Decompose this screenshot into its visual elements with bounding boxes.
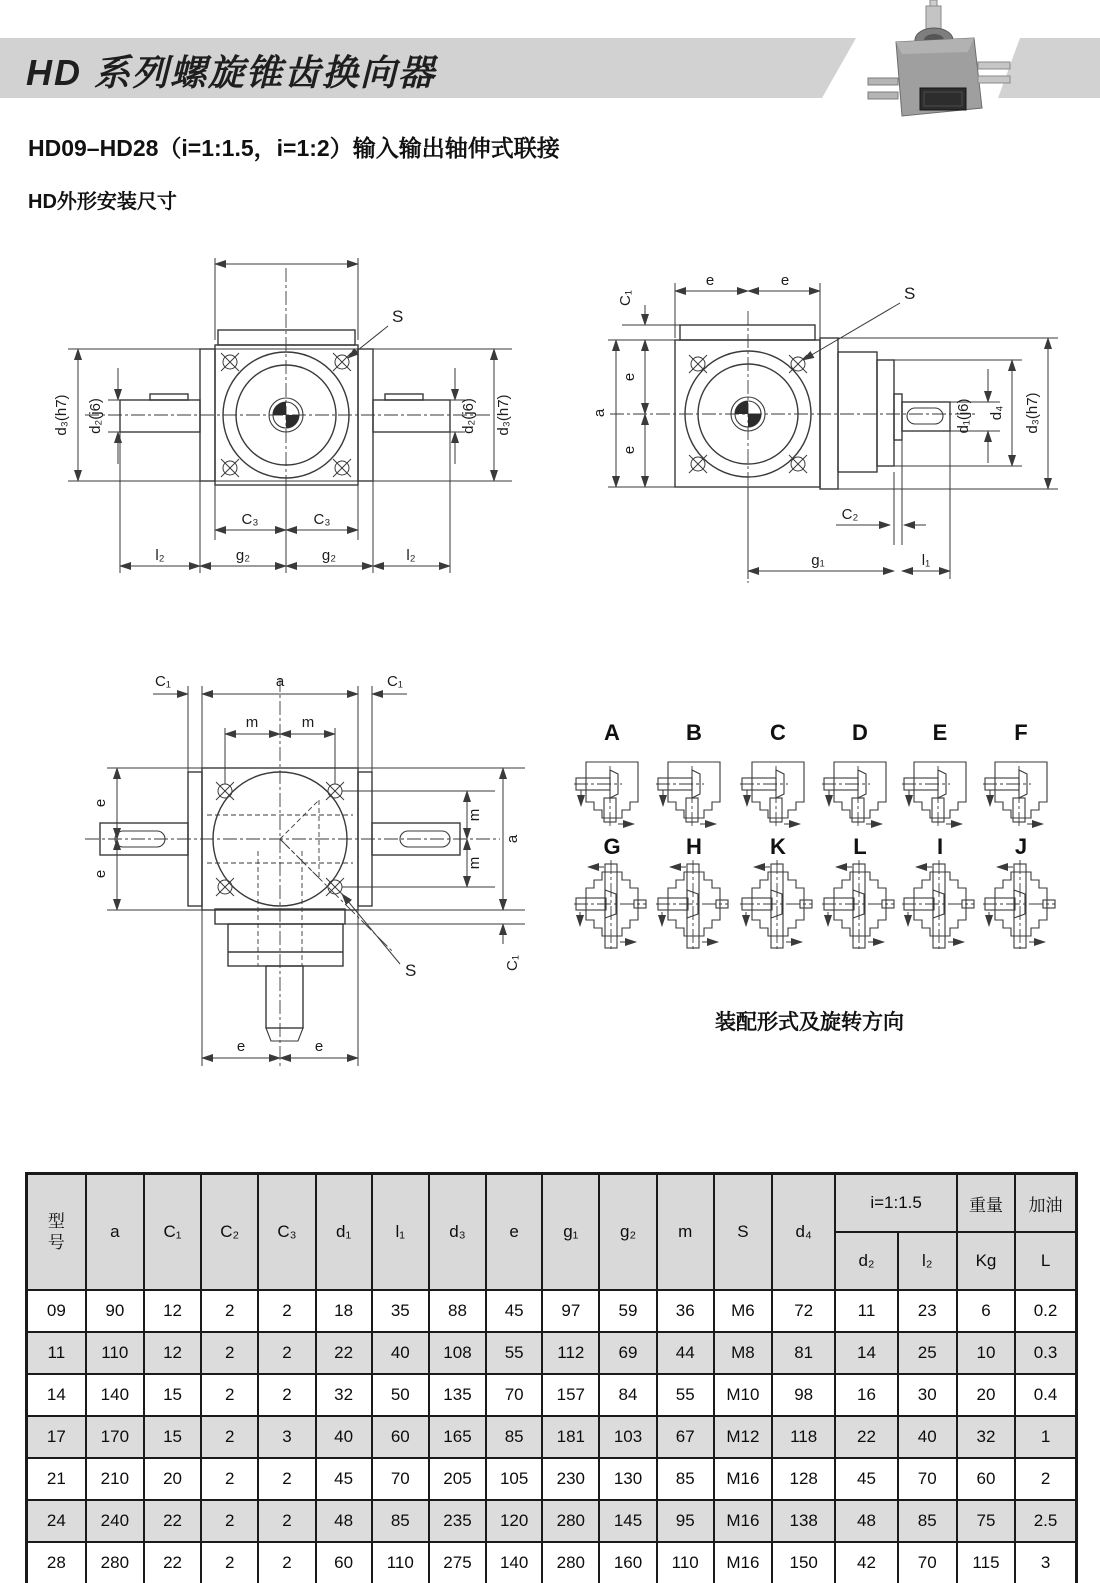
table-row-14 bbox=[27, 1374, 1077, 1416]
cell: 60 bbox=[372, 1416, 429, 1458]
top-view-drawing bbox=[55, 628, 545, 1098]
assembly-icon-g bbox=[574, 860, 646, 952]
cell: 22 bbox=[144, 1500, 201, 1542]
assembly-letter-c: C bbox=[770, 720, 786, 745]
cell: 40 bbox=[372, 1332, 429, 1374]
dim-label-c3-left: C₃ bbox=[241, 511, 259, 528]
cell: 103 bbox=[599, 1416, 656, 1458]
cell: 157 bbox=[542, 1374, 599, 1416]
cell: 110 bbox=[657, 1542, 714, 1583]
cell: 105 bbox=[486, 1458, 542, 1500]
cell: 130 bbox=[599, 1458, 656, 1500]
cell-model: 24 bbox=[27, 1500, 86, 1542]
side-view-drawing bbox=[560, 253, 1080, 598]
col-header-e: e bbox=[486, 1174, 542, 1291]
cell: 42 bbox=[835, 1542, 897, 1583]
cell: 55 bbox=[486, 1332, 542, 1374]
cell: 2 bbox=[258, 1542, 315, 1583]
assembly-letter-d: D bbox=[852, 720, 868, 745]
assembly-letter-f: F bbox=[1014, 720, 1028, 745]
cell: 2.5 bbox=[1015, 1500, 1076, 1542]
cell: 2 bbox=[258, 1500, 315, 1542]
dim-label-c3-right: C₃ bbox=[313, 511, 331, 528]
dim-label-c1: C₁ bbox=[617, 290, 634, 306]
cell: 48 bbox=[835, 1500, 897, 1542]
cell: 0.4 bbox=[1015, 1374, 1076, 1416]
cell: 110 bbox=[372, 1542, 429, 1583]
cell: 120 bbox=[486, 1500, 542, 1542]
cell-model: 11 bbox=[27, 1332, 86, 1374]
dimension-table bbox=[25, 1172, 1078, 1583]
assembly-letter-h: H bbox=[686, 834, 702, 859]
cell: 60 bbox=[957, 1458, 1015, 1500]
assembly-icon-d bbox=[822, 762, 886, 828]
cell: 2 bbox=[201, 1416, 258, 1458]
assembly-icon-i bbox=[902, 860, 974, 952]
cell: 280 bbox=[542, 1500, 599, 1542]
center-lines bbox=[85, 678, 500, 1068]
cell: M16 bbox=[714, 1542, 772, 1583]
dim-label-d4: d₄ bbox=[988, 405, 1005, 421]
col-group-oil: 加油 bbox=[1015, 1174, 1076, 1233]
cell: 88 bbox=[429, 1290, 486, 1332]
assembly-letter-k: K bbox=[770, 834, 786, 859]
cell: 35 bbox=[372, 1290, 429, 1332]
dim-label-c1-left: C₁ bbox=[155, 673, 171, 690]
cell: 70 bbox=[486, 1374, 542, 1416]
cell: 140 bbox=[486, 1542, 542, 1583]
cell: 70 bbox=[372, 1458, 429, 1500]
cell: 90 bbox=[86, 1290, 144, 1332]
cell: 48 bbox=[316, 1500, 372, 1542]
assembly-letter-b: B bbox=[686, 720, 702, 745]
cell: 85 bbox=[657, 1458, 714, 1500]
cell: 280 bbox=[86, 1542, 144, 1583]
dim-label-l2-left: l₂ bbox=[155, 547, 165, 564]
dim-label-e-bottom1: e bbox=[236, 1038, 246, 1055]
cell: 2 bbox=[258, 1332, 315, 1374]
cell: 44 bbox=[657, 1332, 714, 1374]
cell: 40 bbox=[316, 1416, 372, 1458]
cell: 118 bbox=[772, 1416, 835, 1458]
cell: 170 bbox=[86, 1416, 144, 1458]
cell: 20 bbox=[957, 1374, 1015, 1416]
dim-label-m-top1: m bbox=[245, 714, 259, 731]
front-view-drawing bbox=[30, 228, 530, 590]
cell: 97 bbox=[542, 1290, 599, 1332]
cell: M10 bbox=[714, 1374, 772, 1416]
page-title: HD 系列螺旋锥齿换向器 bbox=[26, 52, 436, 93]
dim-label-d2j6-right: d₂(j6) bbox=[460, 398, 477, 434]
cell: 14 bbox=[835, 1332, 897, 1374]
dim-label-d3h7-right: d₃(h7) bbox=[495, 394, 512, 436]
dim-label-d3h7: d₃(h7) bbox=[1024, 392, 1041, 434]
cell: 18 bbox=[316, 1290, 372, 1332]
cell: 84 bbox=[599, 1374, 656, 1416]
cell-model: 17 bbox=[27, 1416, 86, 1458]
dim-label-g1: g₁ bbox=[811, 552, 825, 569]
cell: 0.2 bbox=[1015, 1290, 1076, 1332]
col-group-ratio: i=1:1.5 bbox=[835, 1174, 957, 1233]
cell: 70 bbox=[898, 1458, 957, 1500]
cell: 115 bbox=[957, 1542, 1015, 1583]
cell: 67 bbox=[657, 1416, 714, 1458]
cell: 2 bbox=[258, 1458, 315, 1500]
cell: 165 bbox=[429, 1416, 486, 1458]
cell: 140 bbox=[86, 1374, 144, 1416]
cell: 75 bbox=[957, 1500, 1015, 1542]
col-header-g2: g₂ bbox=[599, 1174, 656, 1291]
col-header-c2: C₂ bbox=[201, 1174, 258, 1291]
cell: 3 bbox=[1015, 1542, 1076, 1583]
cell: 2 bbox=[258, 1290, 315, 1332]
cell: 32 bbox=[957, 1416, 1015, 1458]
assembly-icon-a bbox=[574, 762, 638, 828]
cell: M12 bbox=[714, 1416, 772, 1458]
cell: 230 bbox=[542, 1458, 599, 1500]
cell: 55 bbox=[657, 1374, 714, 1416]
center-lines bbox=[610, 311, 975, 583]
cell: M16 bbox=[714, 1458, 772, 1500]
cell: 12 bbox=[144, 1332, 201, 1374]
cell-model: 21 bbox=[27, 1458, 86, 1500]
cell: 280 bbox=[542, 1542, 599, 1583]
cell: 60 bbox=[316, 1542, 372, 1583]
col-header-g1: g₁ bbox=[542, 1174, 599, 1291]
cell: M16 bbox=[714, 1500, 772, 1542]
assembly-icon-k bbox=[740, 860, 812, 952]
dim-label-m-right2: m bbox=[466, 856, 483, 870]
cell: 32 bbox=[316, 1374, 372, 1416]
cell: 2 bbox=[201, 1332, 258, 1374]
col-header-d3: d₃ bbox=[429, 1174, 486, 1291]
cell: 45 bbox=[486, 1290, 542, 1332]
section-label: HD外形安装尺寸 bbox=[28, 191, 177, 213]
dimension-lines bbox=[107, 686, 525, 1066]
dim-label-c1-bottom: C₁ bbox=[504, 955, 521, 971]
cell: 112 bbox=[542, 1332, 599, 1374]
cell: 69 bbox=[599, 1332, 656, 1374]
cell: 181 bbox=[542, 1416, 599, 1458]
assembly-letter-e: E bbox=[932, 720, 948, 745]
housing-outline bbox=[675, 325, 950, 489]
col-header-m: m bbox=[657, 1174, 714, 1291]
cell: 108 bbox=[429, 1332, 486, 1374]
cell: 40 bbox=[898, 1416, 957, 1458]
dim-label-e-left2: e bbox=[621, 445, 638, 455]
assembly-letter-g: G bbox=[603, 834, 621, 859]
dim-label-l2-right: l₂ bbox=[406, 547, 416, 564]
cell: 235 bbox=[429, 1500, 486, 1542]
cell: 36 bbox=[657, 1290, 714, 1332]
cell: 45 bbox=[835, 1458, 897, 1500]
assembly-letter-a: A bbox=[604, 720, 620, 745]
col-header-c3: C₃ bbox=[258, 1174, 315, 1291]
dim-label-l1: l₁ bbox=[921, 552, 931, 569]
table-header-row-1 bbox=[27, 1174, 1077, 1233]
dim-label-a-top: a bbox=[275, 673, 285, 690]
col-header-d2: d₂ bbox=[835, 1232, 897, 1290]
cell: 50 bbox=[372, 1374, 429, 1416]
dim-label-s: S bbox=[904, 284, 916, 303]
dim-label-a: a bbox=[591, 408, 608, 418]
cell: 15 bbox=[144, 1416, 201, 1458]
cell: 2 bbox=[201, 1458, 258, 1500]
assembly-icon-h bbox=[656, 860, 728, 952]
col-header-a: a bbox=[86, 1174, 144, 1291]
cell: 22 bbox=[316, 1332, 372, 1374]
cell: 22 bbox=[835, 1416, 897, 1458]
cell: 45 bbox=[316, 1458, 372, 1500]
cell: 12 bbox=[144, 1290, 201, 1332]
cell: 59 bbox=[599, 1290, 656, 1332]
center-mark bbox=[731, 397, 765, 431]
cell: 2 bbox=[201, 1374, 258, 1416]
cell: 275 bbox=[429, 1542, 486, 1583]
cell: 85 bbox=[898, 1500, 957, 1542]
assembly-icon-l bbox=[822, 860, 894, 952]
assembly-icon-f bbox=[983, 762, 1047, 828]
dim-label-d3h7-left: d₃(h7) bbox=[53, 394, 70, 436]
cell: 72 bbox=[772, 1290, 835, 1332]
assembly-icon-e bbox=[902, 762, 966, 828]
col-header-model-label: 型号 bbox=[47, 1211, 65, 1252]
cell: 128 bbox=[772, 1458, 835, 1500]
table-row-09 bbox=[27, 1290, 1077, 1332]
cell: 2 bbox=[201, 1290, 258, 1332]
dim-label-g2-right: g₂ bbox=[321, 547, 337, 564]
dim-label-c1-right: C₁ bbox=[387, 673, 403, 690]
table-row-21 bbox=[27, 1458, 1077, 1500]
dim-label-g2-left: g₂ bbox=[235, 547, 251, 564]
dim-label-m-top2: m bbox=[301, 714, 315, 731]
assembly-letter-i: I bbox=[936, 834, 944, 859]
cell: 98 bbox=[772, 1374, 835, 1416]
cell: 2 bbox=[201, 1500, 258, 1542]
cell-model: 14 bbox=[27, 1374, 86, 1416]
model-range-subtitle: HD09–HD28（i=1:1.5，i=1:2）输入输出轴伸式联接 bbox=[28, 135, 560, 161]
col-header-d4: d₄ bbox=[772, 1174, 835, 1291]
cell: 81 bbox=[772, 1332, 835, 1374]
cell: 2 bbox=[201, 1542, 258, 1583]
cell: 95 bbox=[657, 1500, 714, 1542]
cell: 3 bbox=[258, 1416, 315, 1458]
cell: 85 bbox=[372, 1500, 429, 1542]
cell: 2 bbox=[1015, 1458, 1076, 1500]
col-group-weight: 重量 bbox=[957, 1174, 1015, 1233]
cell: 135 bbox=[429, 1374, 486, 1416]
cell: 25 bbox=[898, 1332, 957, 1374]
col-header-l1: l₁ bbox=[372, 1174, 429, 1291]
col-header-l: L bbox=[1015, 1232, 1076, 1290]
cell: 1 bbox=[1015, 1416, 1076, 1458]
cell: 210 bbox=[86, 1458, 144, 1500]
cell: 23 bbox=[898, 1290, 957, 1332]
col-header-s: S bbox=[714, 1174, 772, 1291]
cell: 15 bbox=[144, 1374, 201, 1416]
cell: 240 bbox=[86, 1500, 144, 1542]
col-header-kg: Kg bbox=[957, 1232, 1015, 1290]
cell: 10 bbox=[957, 1332, 1015, 1374]
cell: 70 bbox=[898, 1542, 957, 1583]
cell: 110 bbox=[86, 1332, 144, 1374]
dim-label-d1j6: d₁(j6) bbox=[955, 398, 972, 434]
cell: 205 bbox=[429, 1458, 486, 1500]
cell: M8 bbox=[714, 1332, 772, 1374]
dim-label-e-top1: e bbox=[705, 272, 715, 289]
dim-label-e-bottom2: e bbox=[314, 1038, 324, 1055]
cell: 2 bbox=[258, 1374, 315, 1416]
cell: 0.3 bbox=[1015, 1332, 1076, 1374]
center-mark bbox=[269, 398, 303, 432]
dim-label-a-right: a bbox=[504, 834, 521, 844]
dim-label-e-top2: e bbox=[780, 272, 790, 289]
cell: 160 bbox=[599, 1542, 656, 1583]
cell: 20 bbox=[144, 1458, 201, 1500]
assembly-icon-c bbox=[740, 762, 804, 828]
cell: 6 bbox=[957, 1290, 1015, 1332]
cell: 150 bbox=[772, 1542, 835, 1583]
cell: 16 bbox=[835, 1374, 897, 1416]
cell-model: 09 bbox=[27, 1290, 86, 1332]
assembly-icon-j bbox=[983, 860, 1055, 952]
cell: 145 bbox=[599, 1500, 656, 1542]
col-header-model bbox=[27, 1174, 86, 1291]
col-header-l2: l₂ bbox=[898, 1232, 957, 1290]
cell: 85 bbox=[486, 1416, 542, 1458]
gearbox-product-photo bbox=[856, 0, 1020, 124]
dim-label-c2: C₂ bbox=[841, 506, 859, 523]
table-row-28 bbox=[27, 1542, 1077, 1583]
cell: 138 bbox=[772, 1500, 835, 1542]
cell: 30 bbox=[898, 1374, 957, 1416]
table-row-24 bbox=[27, 1500, 1077, 1542]
col-header-d1: d₁ bbox=[316, 1174, 372, 1291]
dim-label-s: S bbox=[405, 961, 417, 980]
dim-label-e-left1: e bbox=[621, 372, 638, 382]
cell: 11 bbox=[835, 1290, 897, 1332]
assembly-caption: 装配形式及旋转方向 bbox=[715, 1011, 904, 1034]
table-row-17 bbox=[27, 1416, 1077, 1458]
assembly-letter-j: J bbox=[1014, 834, 1028, 859]
dim-label-s: S bbox=[392, 307, 404, 326]
dim-label-d2j6-left: d₂(j6) bbox=[87, 398, 104, 434]
assembly-letter-l: L bbox=[853, 834, 867, 859]
assembly-icon-b bbox=[656, 762, 720, 828]
cell: 22 bbox=[144, 1542, 201, 1583]
col-header-c1: C₁ bbox=[144, 1174, 201, 1291]
table-row-11 bbox=[27, 1332, 1077, 1374]
cell: M6 bbox=[714, 1290, 772, 1332]
dim-label-e-left1: e bbox=[92, 798, 109, 808]
cell-model: 28 bbox=[27, 1542, 86, 1583]
dim-label-e-left2: e bbox=[92, 869, 109, 879]
dim-label-m-right1: m bbox=[466, 808, 483, 822]
assembly-forms-diagram bbox=[552, 702, 1067, 960]
